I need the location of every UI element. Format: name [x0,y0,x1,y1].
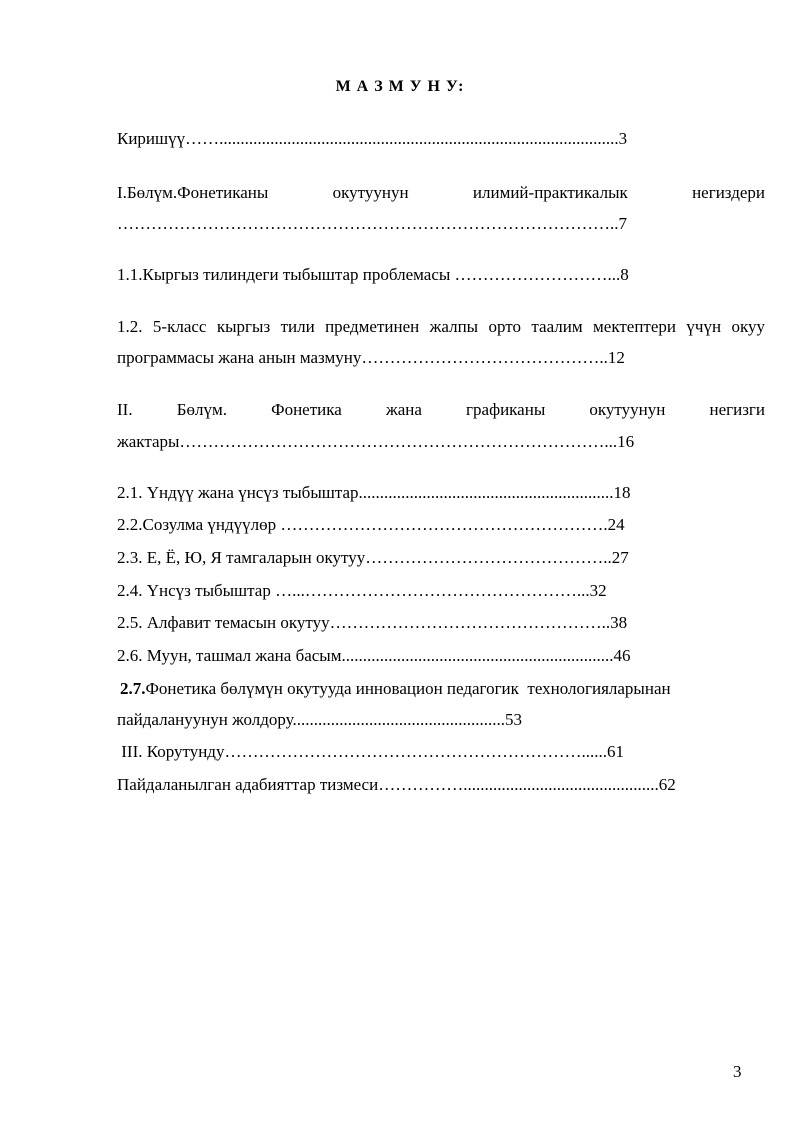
page-number: 3 [733,1062,742,1081]
toc-entry-part1-line1: I.Бөлүм.Фонетиканы окутуунун илимий-практикалык негиздери [117,183,765,202]
toc-entry-part2-line1: II. Бөлүм. Фонетика жана графиканы окутуунун негизги [117,400,765,419]
toc-entry-part2-line2: жактары…………………………………………………………………...16 [117,432,635,451]
page-title: М А З М У Н У: [335,78,465,95]
toc-entry-2-7-line2: пайдалануунун жолдору..................................................53 [117,710,522,729]
toc-entry-2-7-text: Фонетика бөлүмүн окутууда инновацион педагогик технологияларынан [145,679,671,698]
toc-entry-1-2-line1: 1.2. 5-класс кыргыз тили предметинен жалпы орто таалим мектептери үчүн окуу [117,317,765,336]
toc-entry-2-6: 2.6. Муун, ташмал жана басым................................................................46 [117,646,631,665]
toc-entry-1-1: 1.1.Кыргыз тилиндеги тыбыштар проблемасы ………………………...8 [117,265,629,284]
toc-entry-2-5: 2.5. Алфавит темасын окутуу…………………………………………..38 [117,613,628,632]
toc-entry-2-7-line1 [120,679,671,699]
toc-entry-2-4: 2.4. Үнсүз тыбыштар …...…………………………………………...32 [117,581,607,600]
toc-entry-1-2-line2: программасы жана анын мазмуну……………………………………..12 [117,348,625,367]
toc-entry-references: Пайдаланылган адабияттар тизмеси……………..............................................62 [117,775,676,794]
toc-entry-part3: III. Корутунду………………………………………………………......61 [117,742,624,761]
toc-entry-2-2: 2.2.Созулма үндүүлөр ………………………………………………….24 [117,515,625,534]
toc-entry-2-3: 2.3. Е, Ё, Ю, Я тамгаларын окутуу……………………………………..27 [117,548,629,567]
toc-entry-2-7-number: 2.7. [120,679,146,698]
toc-entry-intro: Киришүү……..............................................................................................3 [117,129,628,148]
toc-entry-2-1: 2.1. Үндүү жана үнсүз тыбыштар............................................................18 [117,483,631,502]
toc-entry-part1-line2: ……………………………………………………………………………..7 [117,214,627,233]
